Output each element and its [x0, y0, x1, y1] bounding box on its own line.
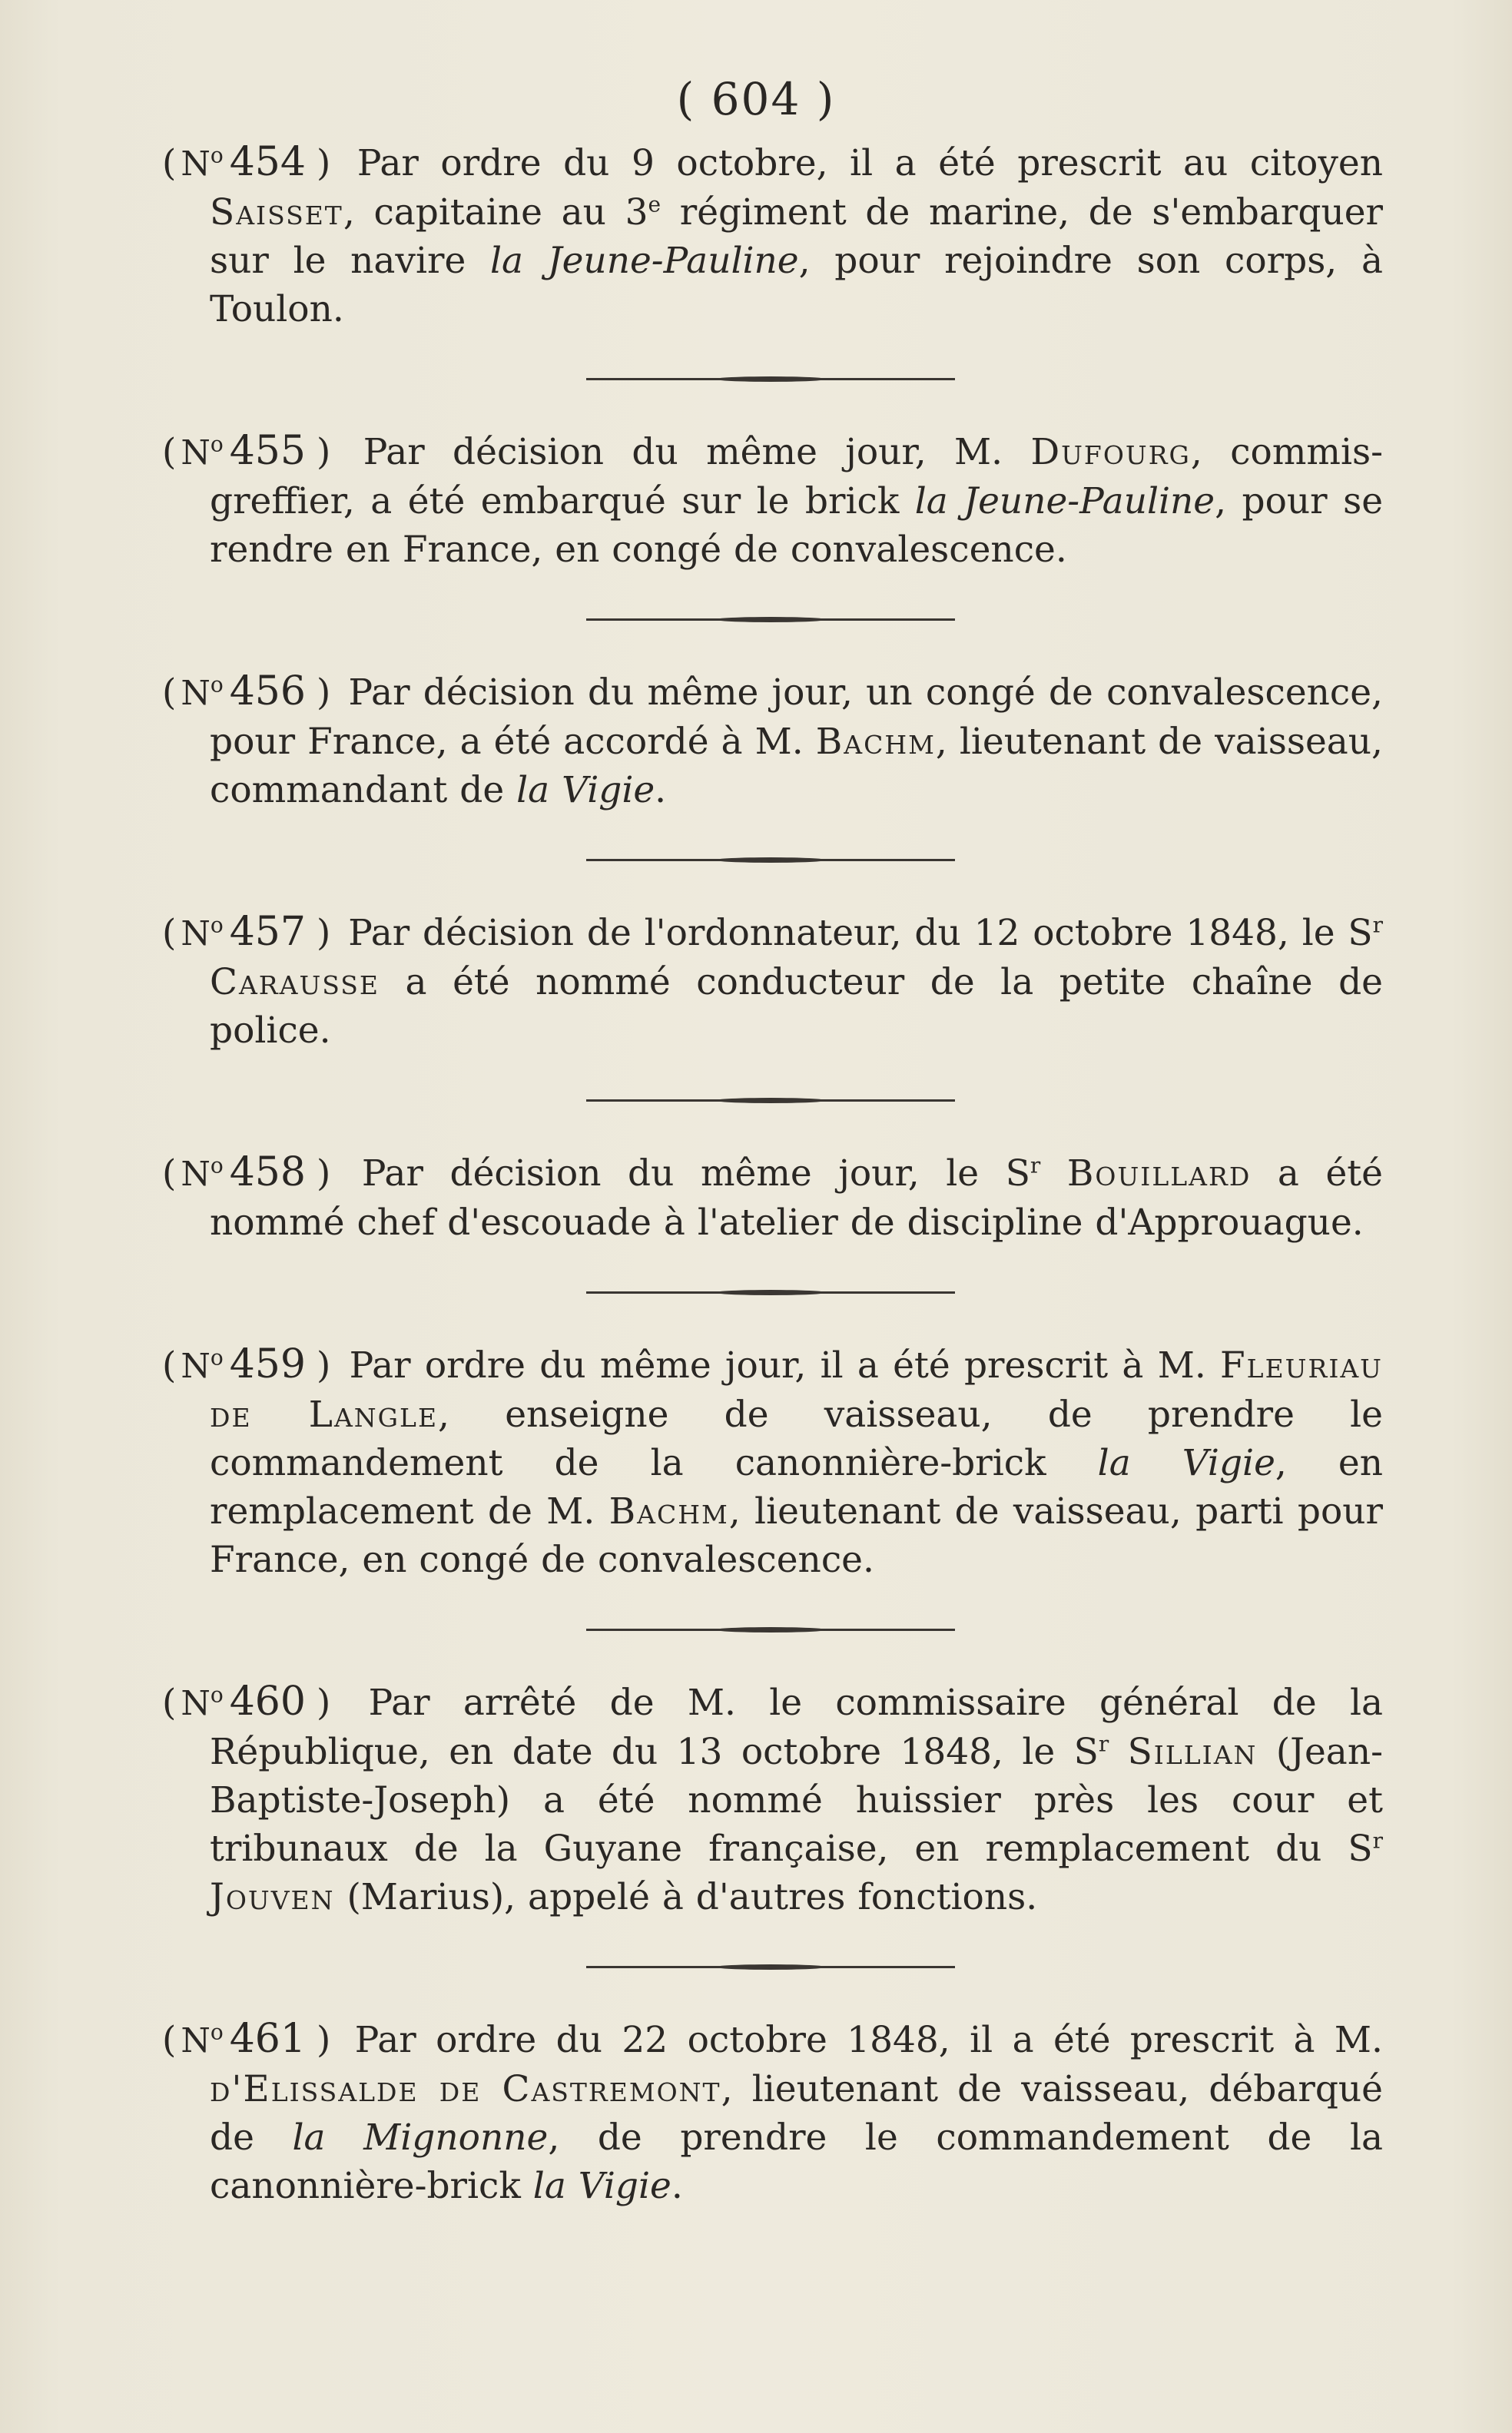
person-name: Dufourg [1030, 431, 1191, 473]
person-name: Jouven [210, 1876, 335, 1918]
section-divider [158, 854, 1383, 865]
ship-name: la Jeune-Pauline [490, 240, 799, 282]
entry-text: Par ordre du 9 octobre, il a été prescrit au citoyen [356, 142, 1383, 184]
person-name: Carausse [210, 961, 380, 1003]
entry-text: Par décision du même jour, un congé de convalescence, pour France, a été accordé à M. [210, 671, 1383, 763]
entry-text: Par décision du même jour, le S [361, 1152, 1030, 1195]
entry-456: ( $N^o$ 456 ) Par décision du même jour, un congé de convalescence, pour France, a été accordé à M. Bachm, lieutenant de vaisseau, commandant de la Vigie. [158, 668, 1383, 814]
ship-name: la Vigie [1097, 1442, 1275, 1484]
entry-text: Par ordre du 22 octobre 1848, il a été prescrit à M. [354, 2019, 1383, 2061]
entry-455: ( $N^o$ 455 ) Par décision du même jour, M. Dufourg, commis-greffier, a été embarqué sur le brick la Jeune-Pauline, pour se rendre en France, en congé de convalescence. [158, 427, 1383, 574]
entry-number-label: ( $N^o$ 458 ) [162, 1149, 331, 1195]
section-divider [158, 1095, 1383, 1105]
entry-number-label: ( $N^o$ 457 ) [162, 909, 331, 955]
entry-454: ( $N^o$ 454 ) Par ordre du 9 octobre, il a été prescrit au citoyen Saisset, capitaine au 3e régiment de marine, de s'embarquer sur le navire la Jeune-Pauline, pour rejoindre son corps, à Toulon. [158, 138, 1383, 333]
ship-name: la Mignonne [292, 2116, 549, 2159]
person-name: Fleuriau de Langle [210, 1344, 1383, 1436]
entry-461: ( $N^o$ 461 ) Par ordre du 22 octobre 1848, il a été prescrit à M. d'Elissalde de Castremont, lieutenant de vaisseau, débarqué de la Mignonne, de prendre le commandement de la canonnière-brick la Vigie. [158, 2015, 1383, 2210]
section-divider [158, 1624, 1383, 1635]
person-name: Saisset [210, 191, 343, 234]
person-name: Bachm [608, 1490, 729, 1533]
entry-460: ( $N^o$ 460 ) Par arrêté de M. le commissaire général de la République, en date du 13 octobre 1848, le $S^r$ Sillian (Jean-Baptiste-Joseph) a été nommé huissier près les cour et tribunaux de la Guyane française, en remplacement du $S^r$ Jouven (Marius), appelé à d'autres fonctions. [158, 1678, 1383, 1921]
ship-name: la Vigie [532, 2165, 671, 2207]
section-divider [158, 1287, 1383, 1298]
entry-number-label: ( $N^o$ 460 ) [162, 1679, 331, 1725]
person-name: Sillian [1127, 1731, 1258, 1773]
section-divider [158, 614, 1383, 625]
section-divider [158, 373, 1383, 384]
ship-name: la Jeune-Pauline [914, 480, 1215, 522]
entry-number-label: ( $N^o$ 454 ) [162, 139, 331, 185]
entries-list [158, 138, 1383, 2210]
entry-number-label: ( $N^o$ 461 ) [162, 2016, 331, 2062]
entry-459: ( $N^o$ 459 ) Par ordre du même jour, il a été prescrit à M. Fleuriau de Langle, enseigne de vaisseau, de prendre le commandement de la canonnière-brick la Vigie, en remplacement de M. Bachm, lieutenant de vaisseau, parti pour France, en congé de convalescence. [158, 1341, 1383, 1584]
entry-number-label: ( $N^o$ 456 ) [162, 668, 331, 714]
entry-458: ( $N^o$ 458 ) Par décision du même jour, le $S^r$ Bouillard a été nommé chef d'escouade à l'atelier de discipline d'Approuague. [158, 1149, 1383, 1247]
entry-text: Par ordre du même jour, il a été prescrit à M. [349, 1344, 1221, 1387]
entry-457: ( $N^o$ 457 ) Par décision de l'ordonnateur, du 12 octobre 1848, le $S^r$ Carausse a été nommé conducteur de la petite chaîne de police. [158, 908, 1383, 1055]
page-number: ( 604 ) [676, 73, 836, 125]
entry-text: Par décision du même jour, M. [363, 431, 1031, 473]
section-divider [158, 1961, 1383, 1972]
ship-name: la Vigie [516, 769, 655, 811]
entry-number-label: ( $N^o$ 455 ) [162, 428, 331, 474]
person-name: Bachm [815, 721, 936, 763]
entry-number-label: ( $N^o$ 459 ) [162, 1341, 331, 1387]
person-name: Bouillard [1066, 1152, 1252, 1195]
entry-text: Par décision de l'ordonnateur, du 12 octobre 1848, le S [348, 912, 1373, 954]
person-name: d'Elissalde de Castremont [210, 2068, 721, 2110]
entry-text: Par arrêté de M. le commissaire général de la République, en date du 13 octobre 1848, le S [210, 1682, 1383, 1773]
